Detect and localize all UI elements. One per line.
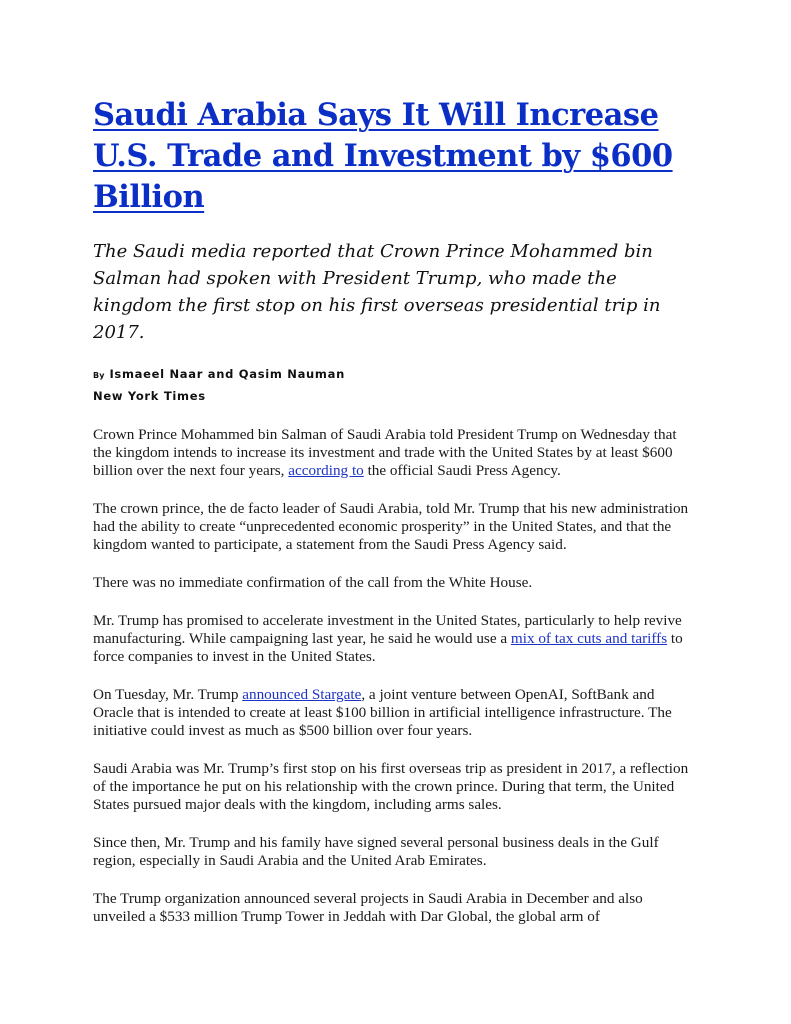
paragraph-6: Saudi Arabia was Mr. Trump’s first stop on his first overseas trip as president in 2017, a reflection of the importance he put on his relationship with the crown prince. During that term, the United States pursued major deals with the kingdom, including arms sales. (93, 760, 689, 813)
headline-link[interactable]: Saudi Arabia Says It Will Increase U.S. Trade and Investment by $600 Billion (93, 97, 673, 215)
paragraph-1-text-before: Crown Prince Mohammed bin Salman of Saudi Arabia told President Trump on Wednesday that the kingdom intends to increase its investment and trade with the United States by at least $600 billion over the next four years, (93, 426, 677, 479)
article-body (93, 426, 693, 926)
article (93, 95, 693, 946)
paragraph-4-text-before: Mr. Trump has promised to accelerate investment in the United States, particularly to help revive manufacturing. While campaigning last year, he said he would use a (93, 612, 682, 647)
article-summary: The Saudi media reported that Crown Prince Mohammed bin Salman had spoken with President Trump, who made the kingdom the first stop on his first overseas presidential trip in 2017. (93, 241, 661, 343)
paragraph-1 (93, 426, 693, 480)
byline-authors: Ismaeel Naar and Qasim Nauman (109, 367, 345, 381)
paragraph-5 (93, 686, 693, 740)
paragraph-4 (93, 612, 693, 666)
paragraph-2: The crown prince, the de facto leader of Saudi Arabia, told Mr. Trump that his new administration had the ability to create “unprecedented economic prosperity” in the United States, and that the kingdom wanted to participate, a statement from the Saudi Press Agency said. (93, 500, 689, 553)
byline (93, 364, 693, 406)
according-to-link[interactable]: according to (288, 462, 364, 479)
paragraph-5-text-before: On Tuesday, Mr. Trump (93, 686, 243, 703)
paragraph-1-text-after: the official Saudi Press Agency. (363, 462, 561, 479)
byline-publication: New York Times (93, 389, 206, 403)
paragraph-8: The Trump organization announced several projects in Saudi Arabia in December and also unveiled a $533 million Trump Tower in Jeddah with Dar Global, the global arm of (93, 890, 643, 925)
paragraph-4-text-after: to force companies to invest in the United States. (93, 630, 683, 665)
announced-stargate-link[interactable]: announced Stargate (242, 686, 362, 703)
byline-by-label: By (93, 371, 105, 380)
paragraph-7: Since then, Mr. Trump and his family have signed several personal business deals in the Gulf region, especially in Saudi Arabia and the United Arab Emirates. (93, 834, 659, 869)
paragraph-3: There was no immediate confirmation of the call from the White House. (93, 574, 533, 591)
article-headline (93, 95, 693, 218)
paragraph-5-text-after: , a joint venture between OpenAI, SoftBank and Oracle that is intended to create at least $100 billion in artificial intelligence infrastructure. The initiative could invest as much as $500 billion over four years. (93, 686, 672, 739)
byline-authors-line (93, 364, 693, 386)
tax-cuts-tariffs-link[interactable]: mix of tax cuts and tariffs (510, 630, 668, 647)
